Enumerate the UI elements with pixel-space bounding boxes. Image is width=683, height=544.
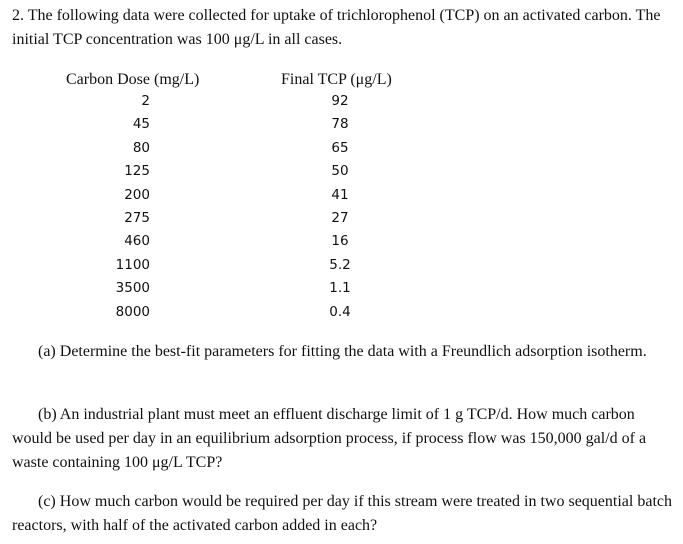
carbon-dose-cell: 1100 <box>115 256 150 273</box>
carbon-dose-column <box>100 90 150 324</box>
problem-intro: 2. The following data were collected for uptake of trichlorophenol (TCP) on an activated carbon. The initial TCP concentration was 100 μg/L in all cases. <box>12 7 661 48</box>
final-tcp-cell: 78 <box>331 116 349 133</box>
final-tcp-cell: 92 <box>331 93 349 109</box>
carbon-dose-cell: 80 <box>132 139 150 156</box>
carbon-dose-cell: 460 <box>124 233 150 250</box>
carbon-dose-cell: 45 <box>132 116 150 133</box>
carbon-dose-header: Carbon Dose (mg/L) <box>66 71 200 88</box>
carbon-dose-cell: 3500 <box>115 280 150 297</box>
carbon-dose-cell: 200 <box>124 186 150 203</box>
carbon-dose-cell: 125 <box>124 163 150 180</box>
final-tcp-cell: 1.1 <box>329 280 351 297</box>
question-part-c: (c) How much carbon would be required per day if this stream were treated in two sequential batch reactors, with half of the activated carbon added in each? <box>12 493 672 534</box>
final-tcp-cell: 0.4 <box>329 303 351 320</box>
carbon-dose-cell: 275 <box>124 210 150 227</box>
final-tcp-cell: 65 <box>331 139 349 156</box>
final-tcp-cell: 5.2 <box>329 256 351 273</box>
final-tcp-cell: 41 <box>331 186 349 203</box>
question-part-a: (a) Determine the best-fit parameters for fitting the data with a Freundlich adsorption isotherm. <box>38 343 647 360</box>
question-part-b: (b) An industrial plant must meet an effluent discharge limit of 1 g TCP/d. How much carbon would be used per day in an equilibrium adsorption process, if process flow was 150,000 gal/d of a waste containing 100 μg/L TCP? <box>12 406 647 471</box>
final-tcp-cell: 16 <box>331 233 349 250</box>
final-tcp-header: Final TCP (μg/L) <box>281 71 392 88</box>
final-tcp-cell: 27 <box>331 210 349 227</box>
final-tcp-cell: 50 <box>331 163 349 180</box>
carbon-dose-cell: 2 <box>141 93 150 109</box>
carbon-dose-cell: 8000 <box>115 303 150 320</box>
final-tcp-column <box>310 90 370 324</box>
